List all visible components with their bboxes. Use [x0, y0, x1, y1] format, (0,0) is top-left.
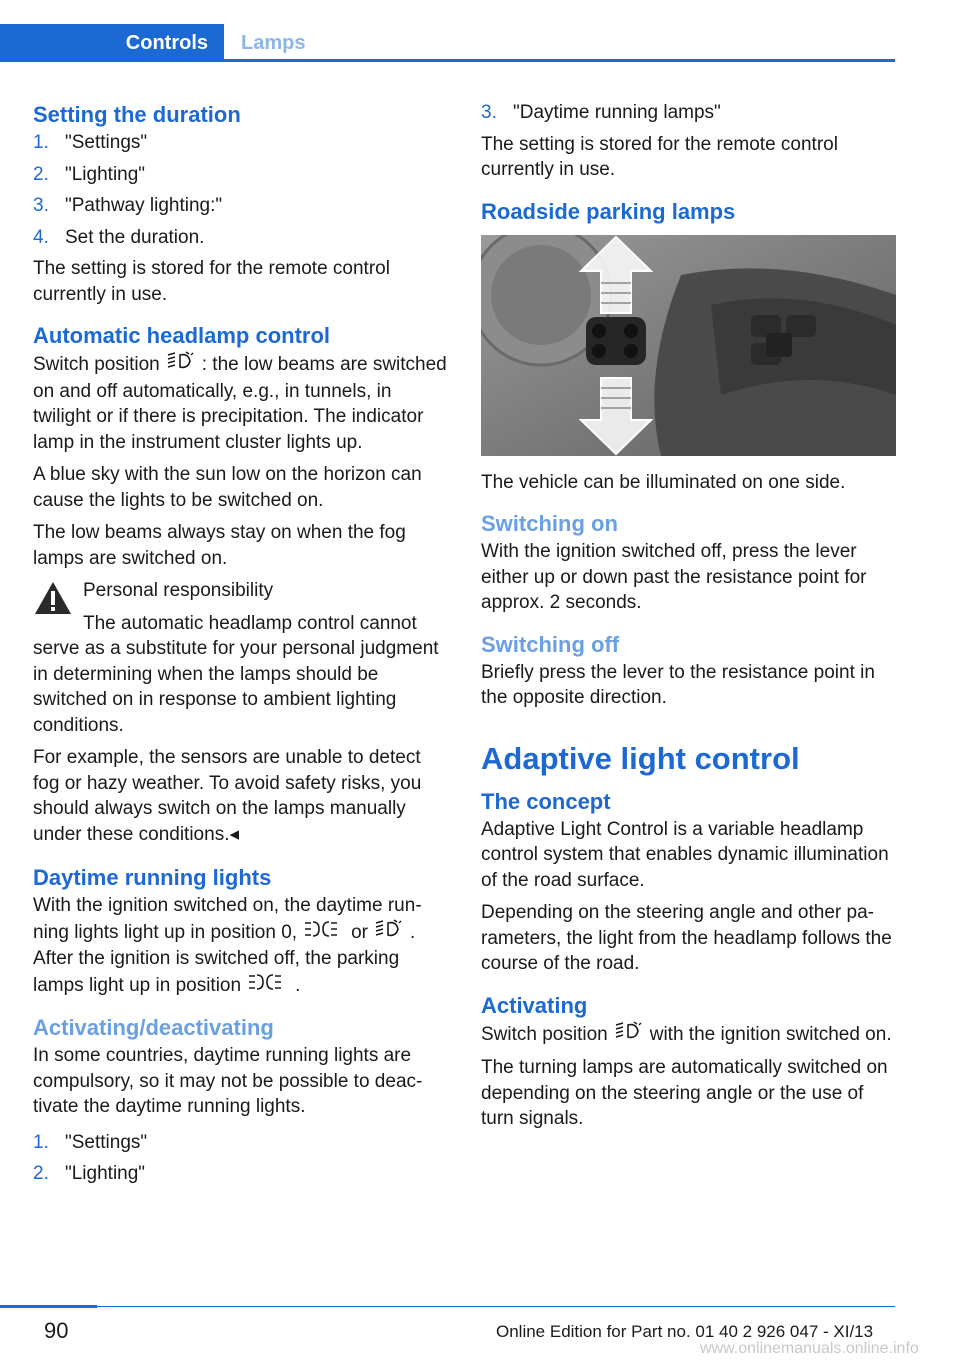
warning-text1-content: The automatic headlamp control cannot serve as a substitute for your personal judgment in determining when the lamps should be switched on in response to ambient lighting conditions.: [33, 612, 439, 736]
step-text: Set the duration.: [65, 226, 205, 248]
list-item: [481, 100, 896, 126]
step-text: "Settings": [65, 1131, 148, 1153]
concept-para2: Depending on the steering angle and other parameters, the light from the headlamp follows the course of the road.: [481, 902, 892, 974]
daytime-or: or: [351, 921, 368, 943]
step-text: "Pathway lighting:": [65, 195, 223, 216]
watermark: www.onlinemanuals.online.info: [700, 1340, 919, 1357]
list-item: [33, 225, 448, 251]
warning-block: [33, 578, 448, 847]
concept-para1: Adaptive Light Control is a variable headlamp control system that enables dynamic illumination of the road surface.: [481, 818, 889, 891]
steps-continued: [481, 100, 896, 126]
tab-lamps[interactable]: Lamps: [241, 32, 306, 54]
heading-activating: Activating: [481, 992, 588, 1018]
step-number: 1.: [33, 132, 49, 153]
left-column: [33, 100, 448, 1193]
daytime-end2: .: [295, 974, 301, 996]
parking-lamp-icon: [303, 919, 345, 947]
step-text: "Lighting": [65, 1163, 146, 1184]
daytime-text-b: After the ignition is switched off, the parking lamps light up in position: [33, 948, 400, 996]
auto-headlamp-para2: A blue sky with the sun low on the horizon can cause the lights to be switched on.: [33, 464, 422, 511]
steps-setting-duration: [33, 130, 448, 250]
activating-text-a: Switch position: [481, 1023, 608, 1045]
list-item: [33, 1130, 448, 1156]
heading-concept: The concept: [481, 788, 611, 814]
tab-controls[interactable]: Controls: [0, 24, 224, 60]
list-item: [33, 193, 448, 219]
heading-auto-headlamp: Automatic headlamp control: [33, 323, 331, 348]
auto-headlamp-icon: [374, 919, 404, 947]
heading-setting-duration: Setting the duration: [33, 102, 241, 127]
step-number: 3.: [481, 102, 497, 123]
parking-lamp-icon: [247, 972, 289, 1000]
footer-accent-bar: [0, 1305, 97, 1308]
right-column: [481, 100, 896, 1139]
heading-switching-off: Switching off: [481, 631, 620, 657]
header: [0, 24, 895, 62]
list-item: [33, 162, 448, 188]
warning-text1: [33, 611, 448, 739]
step-number: 2.: [33, 163, 49, 185]
list-item: [33, 130, 448, 156]
daytime-text-a: With the ignition switched on, the daytime running lights light up in position 0,: [33, 895, 422, 943]
activating-para: In some countries, daytime running lights are compulsory, so it may not be possible to deactivate the daytime running lights.: [33, 1045, 423, 1117]
steering-wheel-illustration: [481, 235, 896, 456]
warning-text2: For example, the sensors are unable to detect fog or hazy weather. To avoid safety risks, you should always switch on the lamps manually under these conditions.◂: [33, 747, 422, 845]
steps-activating: [33, 1130, 448, 1187]
step-text: "Lighting": [65, 163, 146, 185]
setting-note: The setting is stored for the remote control currently in use.: [33, 258, 390, 305]
roadside-para: The vehicle can be illuminated on one side.: [481, 471, 846, 493]
heading-switching-on: Switching on: [481, 511, 618, 536]
activating-text-b: with the ignition switched on.: [649, 1023, 892, 1045]
auto-headlamp-para3: The low beams always stay on when the fog lamps are switched on.: [33, 522, 406, 569]
continued-note: The setting is stored for the remote control currently in use.: [481, 133, 838, 180]
auto-headlamp-text-a: Switch position: [33, 353, 160, 375]
daytime-end: .: [409, 921, 416, 943]
heading-roadside: Roadside parking lamps: [481, 198, 736, 224]
step-number: 4.: [33, 226, 49, 248]
switching-on-para: With the ignition switched off, press the lever either up or down past the resistance point for approx. 2 seconds.: [481, 541, 867, 613]
step-text: "Daytime running lamps": [513, 102, 721, 123]
step-number: 3.: [33, 195, 49, 216]
daytime-para1: [33, 893, 448, 999]
step-text: "Settings": [65, 132, 148, 153]
page-number: 90: [44, 1318, 69, 1343]
step-number: 1.: [33, 1131, 49, 1153]
activating-right-para1: [481, 1021, 896, 1049]
auto-headlamp-para1: [33, 351, 448, 455]
activating-right-para2: The turning lamps are automatically switched on depending on the steering angle or the use of turn signals.: [481, 1057, 888, 1129]
warning-triangle-icon: [33, 580, 73, 624]
heading-activating-deactivating: Activating/deactivating: [33, 1015, 274, 1040]
auto-headlamp-text-b: : the low beams are switched on and off automatically, e.g., in tunnels, in twilight or if there is precipitation. The indicator lamp in the instrument cluster lights up.: [33, 353, 447, 453]
warning-title: Personal responsibility: [83, 580, 274, 601]
heading-daytime: Daytime running lights: [33, 865, 272, 890]
heading-adaptive-light: Adaptive light control: [481, 740, 800, 776]
list-item: [33, 1161, 448, 1187]
footer-edition: Online Edition for Part no. 01 40 2 926 047 - XI/13: [496, 1322, 874, 1341]
switching-off-para: Briefly press the lever to the resistance point in the opposite direction.: [481, 661, 875, 708]
auto-headlamp-icon: [614, 1021, 644, 1049]
auto-headlamp-icon: [166, 351, 196, 379]
step-number: 2.: [33, 1163, 49, 1184]
footer-rule: [97, 1306, 895, 1307]
steering-wheel-figure: [481, 235, 896, 456]
